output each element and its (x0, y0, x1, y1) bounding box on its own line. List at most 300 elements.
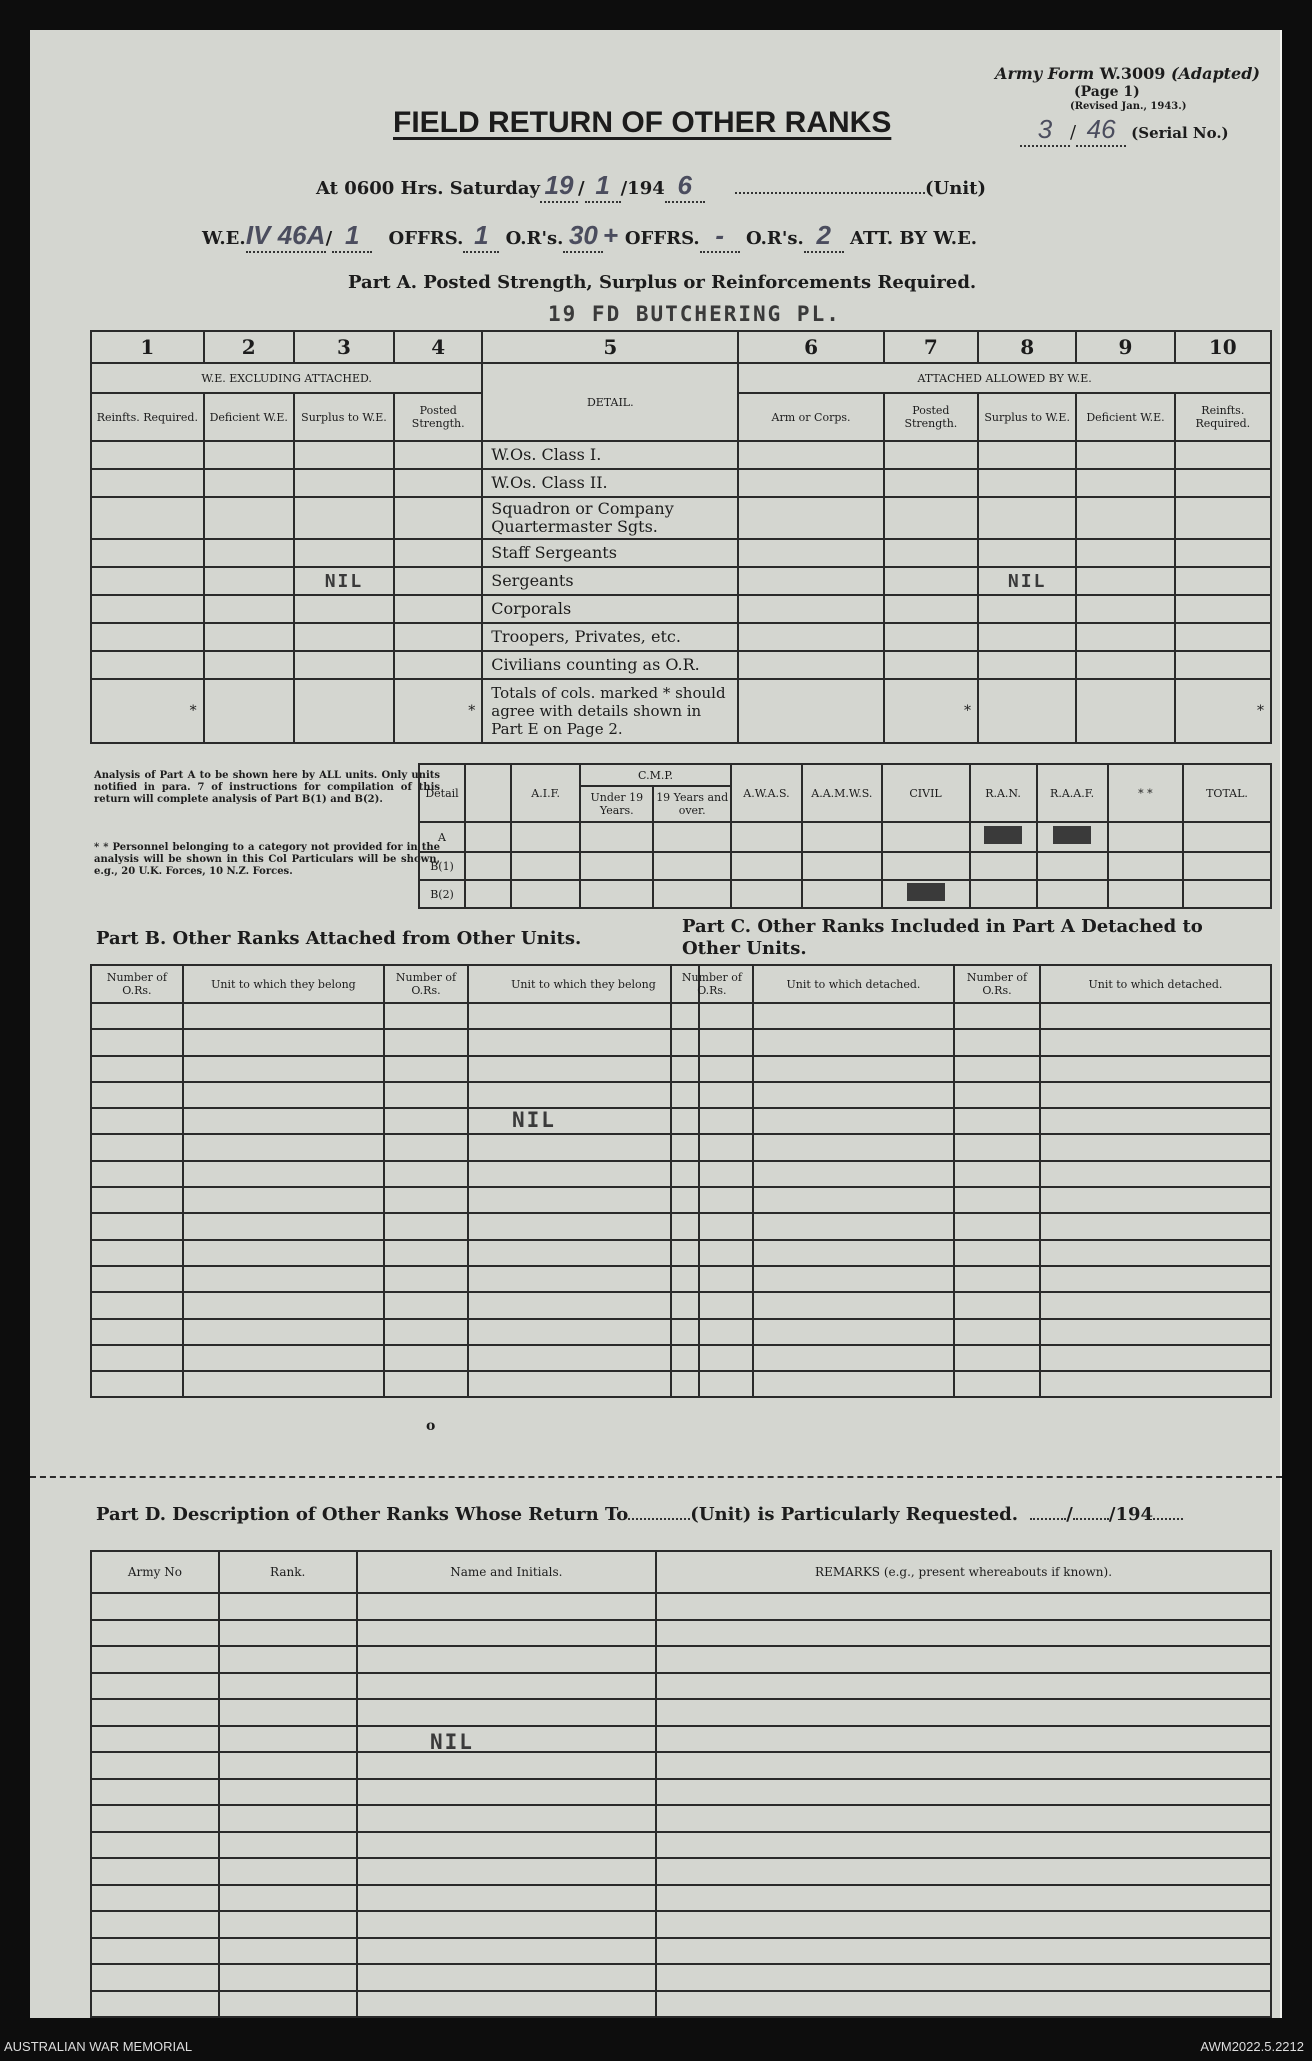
table-cell[interactable] (753, 1134, 954, 1160)
table-cell[interactable] (91, 1266, 183, 1292)
table-cell[interactable] (954, 1029, 1040, 1055)
table-cell[interactable] (1040, 1213, 1271, 1239)
table-cell[interactable] (183, 1371, 384, 1397)
table-cell[interactable] (183, 1108, 384, 1134)
table-row (91, 1003, 699, 1029)
table-cell[interactable] (357, 1832, 656, 1859)
table-cell[interactable] (91, 1345, 183, 1371)
part-a-table (90, 330, 1272, 744)
table-row (91, 1108, 699, 1134)
ors-label: O.R's. (505, 228, 564, 249)
table-cell[interactable] (357, 1752, 656, 1779)
table-row (671, 1029, 1271, 1055)
table-cell[interactable] (954, 1003, 1040, 1029)
table-cell[interactable] (91, 1805, 219, 1832)
table-cell[interactable] (753, 1240, 954, 1266)
table-cell[interactable] (219, 1726, 357, 1753)
table-cell[interactable] (671, 1108, 753, 1134)
table-cell[interactable] (1040, 1029, 1271, 1055)
analysis-cmp: C.M.P. (580, 764, 731, 786)
table-cell[interactable] (753, 1082, 954, 1108)
table-cell[interactable] (954, 1056, 1040, 1082)
table-cell[interactable] (357, 1620, 656, 1647)
table-cell[interactable] (753, 1003, 954, 1029)
analysis-total: TOTAL. (1183, 764, 1271, 822)
table-cell[interactable] (357, 1885, 656, 1912)
col-arm-corps: Arm or Corps. (738, 393, 883, 441)
table-cell[interactable] (219, 1593, 357, 1620)
table-cell[interactable] (183, 1187, 384, 1213)
table-cell[interactable] (656, 1699, 1271, 1726)
table-cell[interactable] (183, 1266, 384, 1292)
table-cell[interactable] (753, 1056, 954, 1082)
table-cell[interactable] (656, 1991, 1271, 2018)
table-cell[interactable] (183, 1161, 384, 1187)
row-wo-class-1 (91, 441, 1271, 469)
table-row (671, 1292, 1271, 1318)
table-cell[interactable] (954, 1134, 1040, 1160)
table-row (671, 1345, 1271, 1371)
table-cell[interactable] (1040, 1108, 1271, 1134)
we-line (202, 220, 977, 253)
col-num-5: 5 (482, 331, 738, 363)
part-b-number-header-1: Number of O.Rs. (91, 965, 183, 1003)
table-row (91, 1964, 1271, 1991)
we-value-2: 1 (332, 220, 372, 253)
table-cell[interactable] (357, 1726, 656, 1753)
table-cell[interactable] (954, 1345, 1040, 1371)
table-cell[interactable] (384, 1213, 468, 1239)
table-row (671, 1213, 1271, 1239)
table-cell[interactable] (384, 1029, 468, 1055)
table-cell[interactable] (219, 1964, 357, 1991)
table-cell[interactable] (384, 1240, 468, 1266)
table-cell[interactable] (91, 1858, 219, 1885)
table-cell[interactable] (91, 1003, 183, 1029)
table-cell[interactable] (357, 1858, 656, 1885)
table-cell[interactable] (91, 1673, 219, 1700)
we-value: IV 46A (246, 220, 326, 253)
table-cell[interactable] (468, 1319, 699, 1345)
ors2-value: 2 (804, 220, 844, 253)
table-cell[interactable] (753, 1161, 954, 1187)
table-cell[interactable] (656, 1593, 1271, 1620)
table-cell[interactable] (219, 1832, 357, 1859)
serial-label: (Serial No.) (1131, 124, 1229, 142)
table-cell[interactable] (753, 1213, 954, 1239)
table-cell[interactable] (384, 1056, 468, 1082)
part-b-unit-header-2: Unit to which they belong (468, 965, 699, 1003)
analysis-row-b1-label: B(1) (419, 852, 465, 880)
table-row (91, 1082, 699, 1108)
we-label: W.E. (202, 228, 246, 249)
table-cell[interactable] (384, 1134, 468, 1160)
part-d-year: /194 (1108, 1504, 1154, 1525)
part-c-table (670, 964, 1272, 1398)
table-row (91, 1266, 699, 1292)
table-cell[interactable] (219, 1646, 357, 1673)
analysis-row-b1 (419, 852, 1271, 880)
table-cell[interactable] (1040, 1292, 1271, 1318)
table-row (91, 1213, 699, 1239)
table-cell[interactable] (91, 1056, 183, 1082)
table-cell[interactable] (91, 1187, 183, 1213)
table-cell[interactable] (671, 1161, 753, 1187)
table-row (91, 1752, 1271, 1779)
table-cell[interactable] (219, 1991, 357, 2018)
row-totals (91, 679, 1271, 743)
ors-value: 30 (563, 220, 603, 253)
table-cell[interactable] (357, 1964, 656, 1991)
table-cell[interactable] (384, 1345, 468, 1371)
serial-number-b: 46 (1076, 114, 1126, 147)
form-revised: (Revised Jan., 1943.) (1070, 101, 1187, 112)
serial-number-a: 3 (1020, 114, 1070, 147)
form-name-number: W.3009 (1099, 64, 1166, 83)
analysis-ran: R.A.N. (970, 764, 1037, 822)
table-cell[interactable] (468, 1134, 699, 1160)
part-b-mark: o (426, 1418, 436, 1434)
part-d-day-field[interactable] (1030, 1518, 1066, 1520)
table-cell[interactable] (954, 1082, 1040, 1108)
table-cell[interactable] (954, 1213, 1040, 1239)
table-cell[interactable] (753, 1108, 954, 1134)
part-c-unit-header-1: Unit to which detached. (753, 965, 954, 1003)
table-cell[interactable] (91, 1885, 219, 1912)
col-num-9: 9 (1076, 331, 1174, 363)
table-cell[interactable] (656, 1964, 1271, 1991)
table-cell[interactable] (671, 1003, 753, 1029)
table-cell[interactable] (384, 1082, 468, 1108)
table-cell[interactable] (357, 1911, 656, 1938)
table-cell[interactable] (219, 1805, 357, 1832)
table-cell[interactable] (91, 1029, 183, 1055)
table-cell[interactable] (1040, 1056, 1271, 1082)
table-cell[interactable] (384, 1371, 468, 1397)
table-cell[interactable] (468, 1029, 699, 1055)
part-b-heading: Part B. Other Ranks Attached from Other Units. (96, 928, 582, 949)
table-cell[interactable] (91, 1646, 219, 1673)
col-num-2: 2 (204, 331, 294, 363)
table-cell[interactable] (671, 1187, 753, 1213)
table-cell[interactable] (91, 1240, 183, 1266)
detail-corporals: Corporals (482, 595, 738, 623)
table-cell[interactable] (384, 1292, 468, 1318)
col-num-4: 4 (394, 331, 482, 363)
col-att-posted-strength: Posted Strength. (884, 393, 978, 441)
table-cell[interactable] (468, 1108, 699, 1134)
table-cell[interactable] (671, 1371, 753, 1397)
table-cell[interactable] (1040, 1003, 1271, 1029)
offrs-label: OFFRS. (388, 228, 464, 249)
form-page: (Page 1) (1074, 84, 1140, 100)
dashed-separator (30, 1476, 1282, 1478)
table-cell[interactable] (91, 1593, 219, 1620)
table-cell[interactable] (357, 1805, 656, 1832)
part-c-number-header-1: Number of O.Rs. (671, 965, 753, 1003)
analysis-note-2: * * Personnel belonging to a category not provided for in the analysis will be shown in this Col Particulars will be shown, e.g., 20 U.K. Forces, 10 N.Z. Forces. (94, 842, 440, 877)
table-cell[interactable] (954, 1371, 1040, 1397)
table-cell[interactable] (656, 1726, 1271, 1753)
table-cell[interactable] (468, 1345, 699, 1371)
table-cell[interactable] (468, 1161, 699, 1187)
col-deficient: Deficient W.E. (204, 393, 294, 441)
table-cell[interactable] (219, 1911, 357, 1938)
analysis-detail-header: Detail (419, 764, 465, 822)
table-row (91, 1056, 699, 1082)
table-cell[interactable] (671, 1319, 753, 1345)
star-col-4: * (394, 679, 482, 743)
table-cell[interactable] (91, 1964, 219, 1991)
table-cell[interactable] (183, 1345, 384, 1371)
table-cell[interactable] (219, 1673, 357, 1700)
detail-totals: Totals of cols. marked * should agree with details shown in Part E on Page 2. (482, 679, 738, 743)
table-row (91, 1371, 699, 1397)
table-row (671, 1082, 1271, 1108)
table-cell[interactable] (384, 1108, 468, 1134)
table-cell[interactable] (468, 1266, 699, 1292)
table-cell[interactable] (183, 1319, 384, 1345)
table-cell[interactable] (91, 1832, 219, 1859)
table-row (91, 1991, 1271, 2018)
table-cell[interactable] (468, 1240, 699, 1266)
table-cell[interactable] (219, 1779, 357, 1806)
table-cell[interactable] (1040, 1371, 1271, 1397)
table-cell[interactable] (1040, 1345, 1271, 1371)
date-prefix: At 0600 Hrs. Saturday (316, 178, 541, 199)
table-cell[interactable] (1040, 1266, 1271, 1292)
table-cell[interactable] (357, 1991, 656, 2018)
offrs2-label: OFFRS. (624, 228, 700, 249)
col-att-deficient: Deficient W.E. (1076, 393, 1174, 441)
table-cell[interactable] (468, 1371, 699, 1397)
table-row (91, 1779, 1271, 1806)
table-row (91, 1187, 699, 1213)
analysis-table (418, 763, 1272, 909)
form-paper (30, 30, 1282, 2018)
star-col-1: * (91, 679, 204, 743)
date-year-prefix: 194 (627, 178, 665, 199)
table-cell[interactable] (753, 1371, 954, 1397)
table-cell[interactable] (91, 1938, 219, 1965)
table-cell[interactable] (91, 1134, 183, 1160)
table-cell[interactable] (656, 1752, 1271, 1779)
analysis-aamws: A.A.M.W.S. (802, 764, 882, 822)
date-day: 19 (540, 170, 578, 203)
part-d-year-field[interactable] (1153, 1518, 1183, 1520)
table-row (91, 1911, 1271, 1938)
table-cell[interactable] (1040, 1082, 1271, 1108)
table-cell[interactable] (91, 1292, 183, 1318)
table-cell[interactable] (671, 1029, 753, 1055)
table-cell[interactable] (753, 1319, 954, 1345)
table-cell[interactable] (91, 1108, 183, 1134)
detail-civilians: Civilians counting as O.R. (482, 651, 738, 679)
table-cell[interactable] (384, 1161, 468, 1187)
table-cell[interactable] (954, 1240, 1040, 1266)
table-cell[interactable] (357, 1673, 656, 1700)
table-cell[interactable] (656, 1938, 1271, 1965)
table-row (671, 1161, 1271, 1187)
table-row (671, 1319, 1271, 1345)
table-cell[interactable] (384, 1003, 468, 1029)
part-c-number-header-2: Number of O.Rs. (954, 965, 1040, 1003)
part-c-body (671, 1003, 1271, 1397)
table-row (671, 1108, 1271, 1134)
table-cell[interactable] (468, 1187, 699, 1213)
table-row (671, 1187, 1271, 1213)
table-cell[interactable] (91, 1161, 183, 1187)
table-cell[interactable] (219, 1858, 357, 1885)
part-b-nil: NIL (512, 1108, 556, 1132)
table-cell[interactable] (468, 1056, 699, 1082)
table-cell[interactable] (1040, 1319, 1271, 1345)
col-reinfts-required: Reinfts. Required. (91, 393, 204, 441)
nil-part-a-left: NIL (294, 567, 394, 595)
table-cell[interactable] (753, 1292, 954, 1318)
table-cell[interactable] (183, 1134, 384, 1160)
part-b-table (90, 964, 700, 1398)
table-cell[interactable] (183, 1240, 384, 1266)
col-num-3: 3 (294, 331, 394, 363)
table-cell[interactable] (753, 1345, 954, 1371)
table-cell[interactable] (954, 1292, 1040, 1318)
table-cell[interactable] (219, 1699, 357, 1726)
table-cell[interactable] (357, 1646, 656, 1673)
table-cell[interactable] (91, 1911, 219, 1938)
table-cell[interactable] (1040, 1240, 1271, 1266)
table-cell[interactable] (753, 1266, 954, 1292)
table-cell[interactable] (656, 1858, 1271, 1885)
table-cell[interactable] (384, 1266, 468, 1292)
unit-field[interactable] (735, 192, 925, 194)
table-cell[interactable] (954, 1266, 1040, 1292)
part-d-unit-field[interactable] (628, 1518, 690, 1520)
table-cell[interactable] (468, 1292, 699, 1318)
form-number (960, 64, 1260, 83)
table-cell[interactable] (656, 1911, 1271, 1938)
table-cell[interactable] (183, 1029, 384, 1055)
redaction-raaf (1053, 826, 1091, 844)
col-att-reinfts: Reinfts. Required. (1175, 393, 1271, 441)
table-cell[interactable] (468, 1082, 699, 1108)
table-cell[interactable] (656, 1885, 1271, 1912)
table-cell[interactable] (468, 1213, 699, 1239)
table-cell[interactable] (954, 1319, 1040, 1345)
row-civilians (91, 651, 1271, 679)
part-d-month-field[interactable] (1073, 1518, 1109, 1520)
table-row (91, 1161, 699, 1187)
table-cell[interactable] (219, 1885, 357, 1912)
table-cell[interactable] (1040, 1161, 1271, 1187)
table-cell[interactable] (357, 1938, 656, 1965)
table-cell[interactable] (91, 1371, 183, 1397)
table-cell[interactable] (468, 1003, 699, 1029)
table-cell[interactable] (357, 1699, 656, 1726)
plus-sign: + (603, 220, 619, 250)
table-cell[interactable] (671, 1266, 753, 1292)
table-cell[interactable] (954, 1187, 1040, 1213)
detail-wo-class-2: W.Os. Class II. (482, 469, 738, 497)
part-d-body (91, 1593, 1271, 2017)
detail-troopers: Troopers, Privates, etc. (482, 623, 738, 651)
row-wo-class-2 (91, 469, 1271, 497)
table-cell[interactable] (384, 1319, 468, 1345)
table-cell[interactable] (656, 1673, 1271, 1700)
col-num-8: 8 (978, 331, 1076, 363)
table-cell[interactable] (671, 1056, 753, 1082)
table-cell[interactable] (183, 1056, 384, 1082)
table-cell[interactable] (91, 1991, 219, 2018)
table-cell[interactable] (91, 1213, 183, 1239)
table-cell[interactable] (91, 1699, 219, 1726)
table-cell[interactable] (219, 1752, 357, 1779)
table-cell[interactable] (753, 1029, 954, 1055)
table-cell[interactable] (656, 1620, 1271, 1647)
serial-line (1020, 114, 1260, 147)
table-cell[interactable] (656, 1646, 1271, 1673)
table-row (91, 1292, 699, 1318)
table-cell[interactable] (656, 1805, 1271, 1832)
table-cell[interactable] (954, 1108, 1040, 1134)
table-cell[interactable] (671, 1134, 753, 1160)
form-adapted: (Adapted) (1170, 64, 1260, 83)
table-row (91, 1345, 699, 1371)
table-cell[interactable] (91, 1752, 219, 1779)
table-cell[interactable] (91, 1082, 183, 1108)
table-cell[interactable] (671, 1292, 753, 1318)
analysis-note-1: Analysis of Part A to be shown here by ALL units. Only units notified in para. 7 of instructions for compilation of this return will complete analysis of Part B(1) and B(2). (94, 770, 440, 805)
table-cell[interactable] (183, 1213, 384, 1239)
table-cell[interactable] (357, 1779, 656, 1806)
table-row (91, 1699, 1271, 1726)
table-cell[interactable] (183, 1082, 384, 1108)
table-cell[interactable] (384, 1187, 468, 1213)
redaction-ran (984, 826, 1022, 844)
table-cell[interactable] (671, 1345, 753, 1371)
unit-typed: 19 FD BUTCHERING PL. (548, 302, 841, 326)
table-cell[interactable] (1040, 1187, 1271, 1213)
table-cell[interactable] (671, 1082, 753, 1108)
table-cell[interactable] (357, 1593, 656, 1620)
table-cell[interactable] (219, 1620, 357, 1647)
table-cell[interactable] (1040, 1134, 1271, 1160)
table-cell[interactable] (954, 1161, 1040, 1187)
table-cell[interactable] (183, 1003, 384, 1029)
table-cell[interactable] (183, 1292, 384, 1318)
table-cell[interactable] (91, 1726, 219, 1753)
table-cell[interactable] (671, 1213, 753, 1239)
detail-qm-sgts: Squadron or Company Quartermaster Sgts. (482, 497, 738, 539)
table-row (91, 1805, 1271, 1832)
table-cell[interactable] (219, 1938, 357, 1965)
table-row (91, 1938, 1271, 1965)
table-cell[interactable] (671, 1240, 753, 1266)
analysis-starstar: * * (1108, 764, 1183, 822)
col-num-10: 10 (1175, 331, 1271, 363)
analysis-aif: A.I.F. (511, 764, 580, 822)
redaction-civil (907, 883, 945, 901)
table-cell[interactable] (656, 1779, 1271, 1806)
table-cell[interactable] (656, 1832, 1271, 1859)
table-cell[interactable] (91, 1620, 219, 1647)
table-row (671, 1371, 1271, 1397)
part-d-heading: Part D. Description of Other Ranks Whose Return To (Unit) is Particularly Requested. / /194 (96, 1504, 1183, 1525)
row-staff-sergeants (91, 539, 1271, 567)
table-cell[interactable] (91, 1779, 219, 1806)
table-cell[interactable] (753, 1187, 954, 1213)
table-cell[interactable] (91, 1319, 183, 1345)
